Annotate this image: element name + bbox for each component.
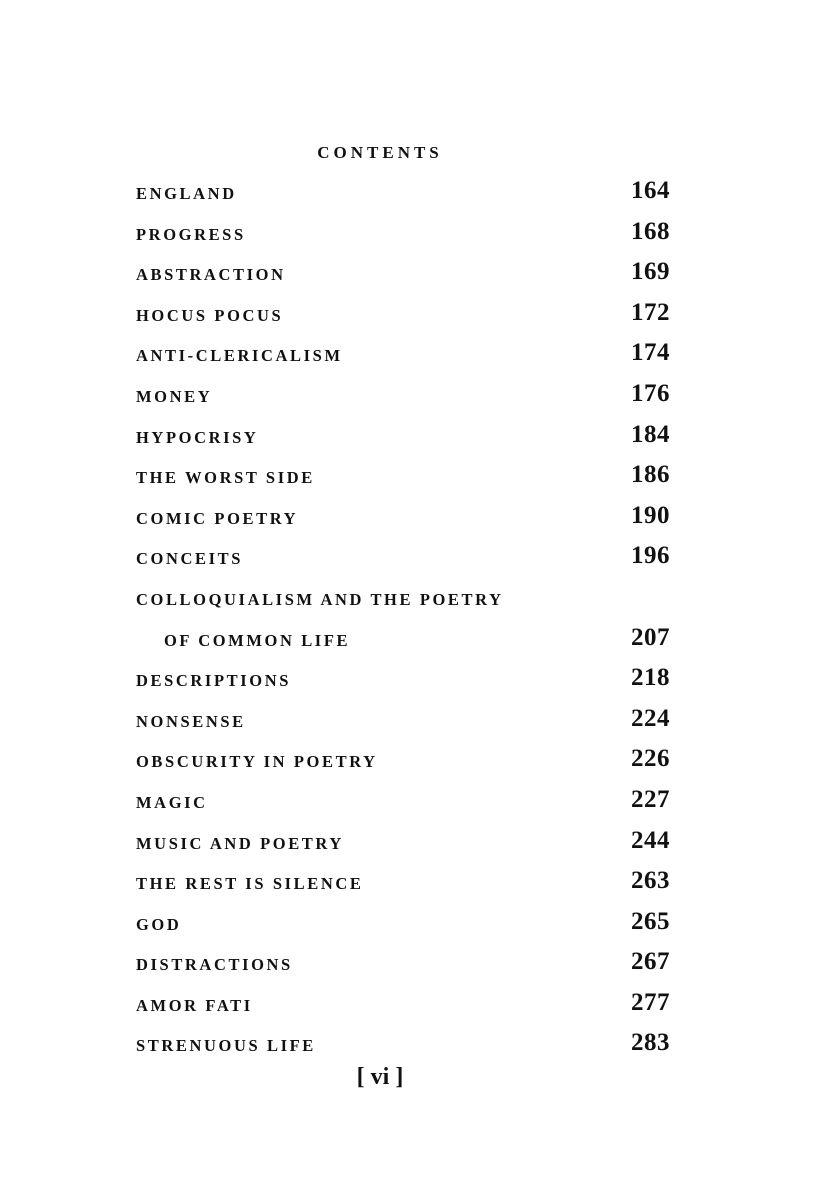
toc-entry (136, 1028, 676, 1069)
toc-entry (136, 623, 676, 664)
toc-entry (136, 907, 676, 948)
entry-title: MAGIC (136, 792, 208, 812)
entry-page-number: 283 (631, 1029, 670, 1057)
toc-entry (136, 744, 676, 785)
entry-title: CONCEITS (136, 549, 243, 569)
entry-page-number: 176 (631, 379, 670, 407)
entry-title: HYPOCRISY (136, 427, 259, 447)
contents-heading: CONTENTS (317, 143, 443, 162)
entry-page-number: 168 (631, 217, 670, 245)
table-of-contents (136, 176, 676, 1069)
entry-title: MUSIC AND POETRY (136, 833, 344, 853)
toc-entry (136, 420, 676, 461)
page-folio: [ vi ] (356, 1064, 404, 1090)
entry-title: ABSTRACTION (136, 265, 286, 285)
entry-page-number: 277 (631, 988, 670, 1016)
entry-title: NONSENSE (136, 711, 246, 731)
entry-title: DESCRIPTIONS (136, 671, 291, 691)
toc-entry (136, 257, 676, 298)
entry-title: OBSCURITY IN POETRY (136, 752, 378, 772)
entry-title: ENGLAND (136, 184, 237, 203)
toc-entry (136, 826, 676, 867)
entry-title: ANTI-CLERICALISM (136, 346, 343, 366)
toc-entry (136, 338, 676, 379)
entry-page-number: 218 (631, 664, 670, 692)
entry-title: PROGRESS (136, 224, 246, 244)
entry-title: THE REST IS SILENCE (136, 874, 364, 894)
entry-page-number: 174 (631, 339, 670, 367)
entry-title: OF COMMON LIFE (164, 630, 351, 650)
toc-entry (136, 460, 676, 501)
entry-page-number: 172 (631, 298, 670, 326)
entry-page-number: 263 (631, 867, 670, 895)
entry-page-number: 184 (631, 420, 670, 448)
toc-entry (136, 785, 676, 826)
entry-page-number: 164 (631, 177, 670, 204)
toc-entry (136, 501, 676, 542)
entry-page-number: 169 (631, 258, 670, 286)
entry-page-number: 224 (631, 704, 670, 732)
entry-title: HOCUS POCUS (136, 305, 284, 325)
entry-page-number: 227 (631, 785, 670, 813)
toc-entry (136, 298, 676, 339)
entry-page-number: 186 (631, 461, 670, 489)
entry-page-number: 190 (631, 501, 670, 529)
entry-title: COMIC POETRY (136, 508, 299, 528)
toc-entry (136, 663, 676, 704)
toc-entry (136, 866, 676, 907)
entry-page-number: 207 (631, 623, 670, 651)
toc-entry (136, 379, 676, 420)
toc-entry (136, 582, 676, 623)
entry-title: AMOR FATI (136, 995, 253, 1015)
toc-entry (136, 541, 676, 582)
entry-page-number: 226 (631, 745, 670, 773)
entry-title: THE WORST SIDE (136, 468, 315, 488)
entry-title: STRENUOUS LIFE (136, 1036, 316, 1056)
entry-page-number: 267 (631, 948, 670, 976)
toc-entry (136, 176, 676, 217)
toc-entry (136, 217, 676, 258)
entry-title: MONEY (136, 386, 213, 406)
toc-entry (136, 704, 676, 745)
toc-entry (136, 988, 676, 1029)
toc-entry (136, 947, 676, 988)
entry-page-number: 196 (631, 542, 670, 570)
entry-page-number: 244 (631, 826, 670, 854)
entry-title: DISTRACTIONS (136, 955, 293, 975)
entry-title: GOD (136, 914, 182, 934)
entry-title: COLLOQUIALISM AND THE POETRY (136, 589, 504, 609)
entry-page-number: 265 (631, 907, 670, 935)
